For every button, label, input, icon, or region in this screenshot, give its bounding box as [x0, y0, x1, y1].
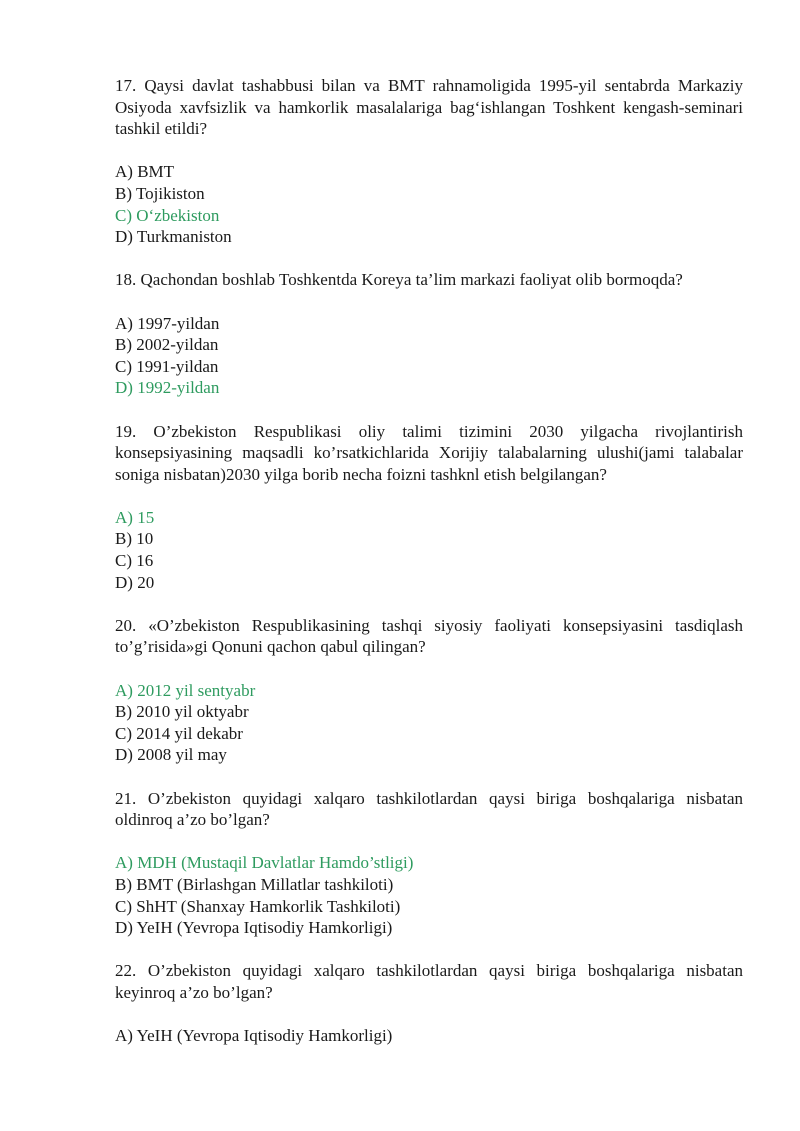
question-text: 22. O’zbekiston quyidagi xalqaro tashkilotlardan qaysi biriga boshqalariga nisbatan keyinroq a’zo bo’lgan? [115, 961, 743, 1002]
correct-answer-option: A) 2012 yil sentyabr [115, 680, 256, 700]
question-18 [115, 269, 743, 399]
question-22 [115, 960, 743, 1046]
answer-option: A) BMT [115, 162, 175, 182]
answer-option: D) 20 [115, 572, 155, 592]
document-page [115, 75, 743, 1068]
answer-option: B) Tojikiston [115, 183, 205, 203]
answer-options [115, 852, 743, 938]
correct-answer-option: A) 15 [115, 507, 155, 527]
question-17 [115, 75, 743, 248]
answer-options [115, 161, 743, 247]
question-text: 18. Qachondan boshlab Toshkentda Koreya ta’lim markazi faoliyat olib bormoqda? [115, 270, 683, 290]
answer-option: C) 1991-yildan [115, 356, 219, 376]
question-19 [115, 421, 743, 594]
answer-options [115, 680, 743, 766]
answer-option: B) 2010 yil oktyabr [115, 702, 249, 722]
answer-option: A) YeIH (Yevropa Iqtisodiy Hamkorligi) [115, 1026, 393, 1046]
question-text: 19. O’zbekiston Respublikasi oliy talimi tizimini 2030 yilgacha rivojlantirish konsepsiyasining maqsadli ko’rsatkichlarida Xorijiy talabalarning ulushi(jami talabalar soniga nisbatan)2030 yilga borib necha foizni tashknl etish belgilangan? [115, 421, 743, 484]
question-text: 20. «O’zbekiston Respublikasining tashqi siyosiy faoliyati konsepsiyasini tasdiqlash to’g’risida»gi Qonuni qachon qabul qilingan? [115, 615, 743, 657]
answer-option: C) 2014 yil dekabr [115, 723, 243, 743]
answer-option: C) 16 [115, 551, 154, 571]
answer-option: D) Turkmaniston [115, 227, 232, 247]
answer-options [115, 1025, 743, 1047]
question-text: 21. O’zbekiston quyidagi xalqaro tashkilotlardan qaysi biriga boshqalariga nisbatan oldinroq a’zo bo’lgan? [115, 788, 743, 830]
question-text: 17. Qaysi davlat tashabbusi bilan va BMT rahnamoligida 1995-yil sentabrda Markaziy Osiyoda xavfsizlik va hamkorlik masalalariga bag‘ishlangan Toshkent kengash-seminari tashkil etildi? [115, 76, 743, 139]
answer-option: A) 1997-yildan [115, 313, 220, 333]
correct-answer-option: D) 1992-yildan [115, 378, 220, 398]
answer-options [115, 313, 743, 399]
question-20 [115, 615, 743, 766]
correct-answer-option: A) MDH (Mustaqil Davlatlar Hamdo’stligi) [115, 853, 414, 873]
correct-answer-option: C) O‘zbekiston [115, 205, 220, 225]
answer-options [115, 507, 743, 593]
answer-option: B) 2002-yildan [115, 335, 219, 355]
answer-option: D) YeIH (Yevropa Iqtisodiy Hamkorligi) [115, 918, 393, 938]
question-21 [115, 788, 743, 939]
answer-option: D) 2008 yil may [115, 745, 227, 765]
answer-option: B) BMT (Birlashgan Millatlar tashkiloti) [115, 874, 394, 894]
answer-option: C) ShHT (Shanxay Hamkorlik Tashkiloti) [115, 896, 401, 916]
answer-option: B) 10 [115, 529, 154, 549]
